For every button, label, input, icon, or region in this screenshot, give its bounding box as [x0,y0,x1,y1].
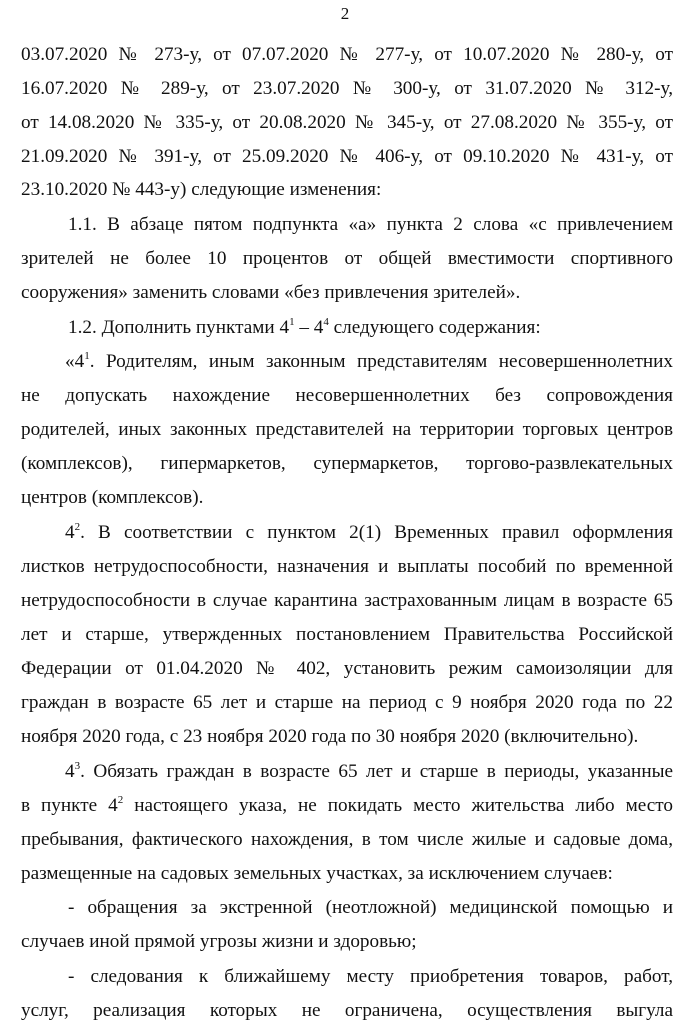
text-segment: . Обязать граждан в возрасте 65 лет и старше в периоды, указанные [80,761,673,782]
text-segment: 4 [65,761,75,782]
text-segment: от 14.08.2020 № 335-у, от 20.08.2020 № 345-у, от 27.08.2020 № 355-у, от [21,112,673,133]
text-line [21,657,673,681]
text-line [21,145,673,169]
superscript: 3 [74,760,81,772]
text-segment: родителей, иных законных представителей на территории торговых центров [21,419,673,440]
text-line [21,862,673,886]
text-line [21,77,673,101]
text-segment: 23.10.2020 № 443-у) следующие изменения: [21,179,382,200]
text-segment: граждан в возрасте 65 лет и старше на период с 9 ноября 2020 года по 22 [21,692,673,713]
text-segment: «4 [65,351,85,372]
superscript: 4 [323,316,329,328]
text-line [21,589,673,613]
text-line [21,794,673,818]
text-segment: ноября 2020 года, с 23 ноября 2020 года по 30 ноября 2020 (включительно). [21,726,639,747]
text-segment: сооружения» заменить словами «без привлечения зрителей». [21,282,521,303]
text-segment: . В соответствии с пунктом 2(1) Временных правил оформления [80,522,673,543]
text-segment: услуг, реализация которых не ограничена, осуществления выгула [21,1000,673,1021]
text-line [21,452,673,476]
text-segment: случаев иной прямой угрозы жизни и здоровью; [21,931,417,952]
text-segment: 1.1. В абзаце пятом подпункта «а» пункта 2 слова «с привлечением [68,214,673,235]
text-line [21,828,673,852]
text-segment: не допускать нахождение несовершеннолетних без сопровождения [21,385,673,406]
text-line [68,316,673,340]
text-line [21,247,673,271]
text-segment: следующего содержания: [328,317,541,338]
text-segment: в пункте 4 [21,795,118,816]
text-line [68,213,673,237]
text-segment: 16.07.2020 № 289-у, от 23.07.2020 № 300-у, от 31.07.2020 № 312-у, [21,78,673,99]
text-line [21,623,673,647]
text-segment: настоящего указа, не покидать место жительства либо место [123,795,673,816]
text-line [21,418,673,442]
text-line [21,486,673,510]
text-line [21,178,673,202]
text-segment: - следования к ближайшему месту приобретения товаров, работ, [68,966,673,987]
text-segment: 1.2. Дополнить пунктами 4 [68,317,290,338]
text-segment: 03.07.2020 № 273-у, от 07.07.2020 № 277-у, от 10.07.2020 № 280-у, от [21,44,673,65]
text-segment: центров (комплексов). [21,487,204,508]
text-line [68,896,673,920]
text-segment: листков нетрудоспособности, назначения и выплаты пособий по временной [21,556,673,577]
text-segment: – 4 [294,317,324,338]
text-line [21,691,673,715]
text-line [21,384,673,408]
text-segment: зрителей не более 10 процентов от общей вместимости спортивного [21,248,673,269]
text-line [21,725,673,749]
text-line [21,43,673,67]
text-segment: - обращения за экстренной (неотложной) медицинской помощью и [68,897,673,918]
text-segment: (комплексов), гипермаркетов, супермаркетов, торгово-развлекательных [21,453,673,474]
text-line [21,930,673,954]
text-line [65,350,673,374]
text-segment: размещенные на садовых земельных участках, за исключением случаев: [21,863,613,884]
text-line [21,281,673,305]
superscript: 1 [289,316,295,328]
text-segment: Федерации от 01.04.2020 № 402, установить режим самоизоляции для [21,658,673,679]
text-segment: пребывания, фактического нахождения, в том числе жилые и садовые дома, [21,829,673,850]
text-line [21,555,673,579]
text-line [65,521,673,545]
text-segment: нетрудоспособности в случае карантина застрахованным лицам в возрасте 65 [21,590,673,611]
superscript: 2 [74,521,81,533]
text-segment: лет и старше, утвержденных постановлением Правительства Российской [21,624,673,645]
page-number: 2 [340,4,350,23]
superscript: 1 [84,350,90,362]
text-segment: . Родителям, иным законным представителям несовершеннолетних [89,351,673,372]
text-segment: 21.09.2020 № 391-у, от 25.09.2020 № 406-у, от 09.10.2020 № 431-у, от [21,146,673,167]
text-segment: 4 [65,522,75,543]
text-line [21,111,673,135]
superscript: 2 [117,794,124,806]
text-line [21,999,673,1023]
text-line [65,760,673,784]
text-line [68,965,673,989]
